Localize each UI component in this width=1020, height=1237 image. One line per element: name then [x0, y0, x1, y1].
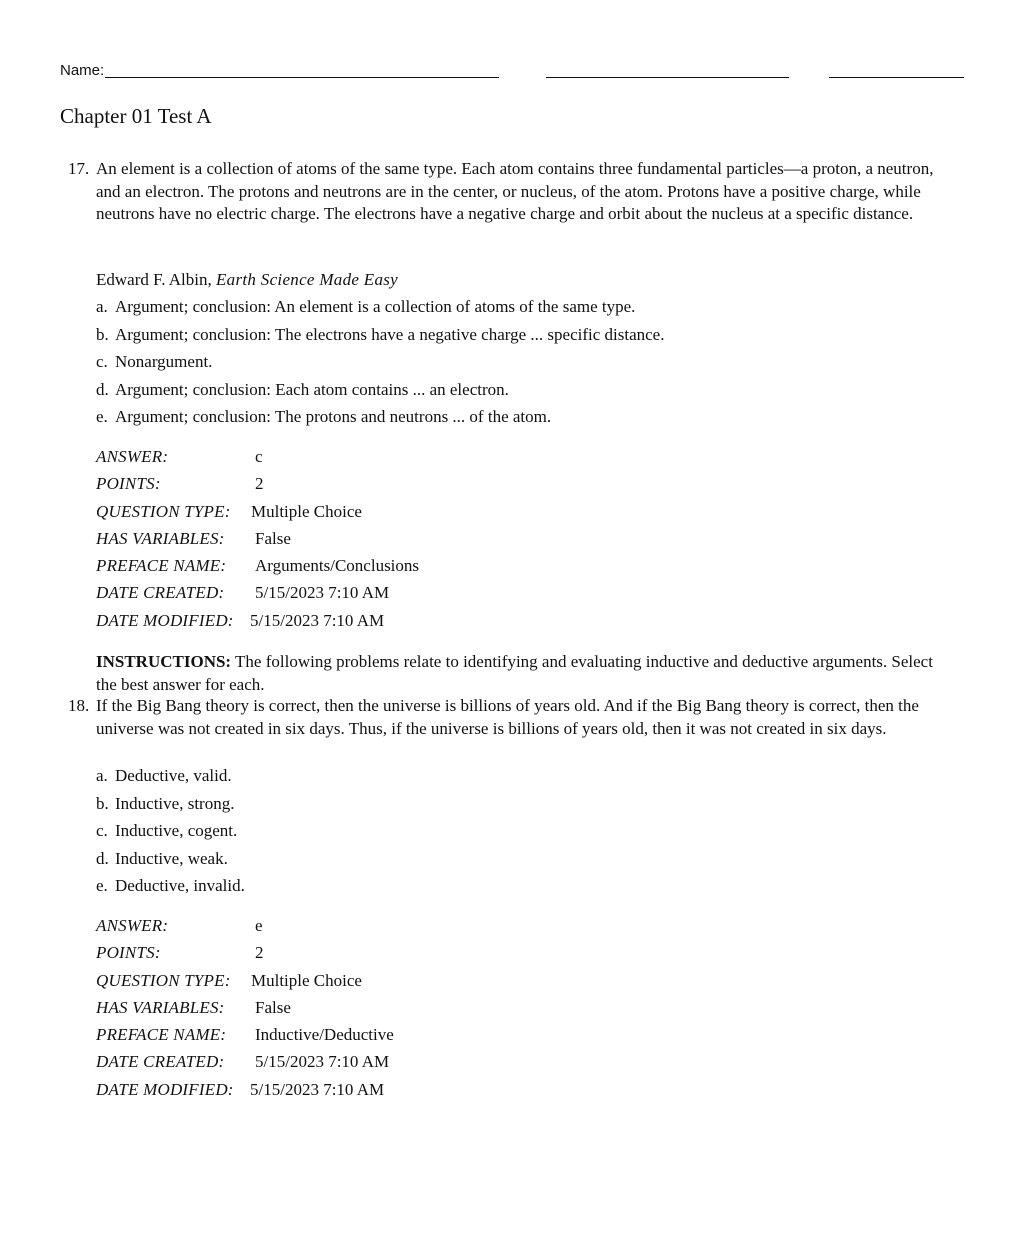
choice-text: Argument; conclusion: Each atom contains ... an electron.: [115, 379, 509, 399]
meta-key: DATE CREATED:: [96, 583, 225, 603]
meta-key: DATE MODIFIED:: [96, 610, 234, 630]
question-18: [60, 695, 960, 740]
meta-value: 5/15/2023 7:10 AM: [255, 1052, 390, 1072]
choice-d: [96, 379, 664, 407]
name-label: Name:: [60, 62, 105, 79]
meta-key: POINTS:: [96, 474, 161, 494]
question-stem: An element is a collection of atoms of the same type. Each atom contains three fundamental particles—a proton, a neutron, and an electron. The protons and neutrons are in the center, or nucleus, of the atom. Protons have a positive charge, while neutrons have no electric charge. The electrons have a negative charge and orbit about the nucleus at a specific distance.: [96, 159, 934, 223]
choice-text: Inductive, weak.: [115, 848, 228, 868]
choice-text: Deductive, invalid.: [115, 876, 245, 896]
instructions-text: The following problems relate to identifying and evaluating inductive and deductive arguments. Select the best answer for each.: [96, 652, 933, 694]
meta-value: Inductive/Deductive: [255, 1025, 394, 1045]
meta-value: e: [255, 916, 263, 935]
meta-value: c: [255, 447, 263, 466]
meta-key: HAS VARIABLES:: [96, 528, 225, 548]
source-author: Edward F. Albin,: [96, 270, 212, 289]
meta-points: [96, 942, 394, 969]
meta-date-created: [96, 1051, 394, 1078]
meta-has-variables: [96, 528, 419, 555]
choice-b: [96, 324, 664, 352]
choice-letter: e.: [96, 876, 108, 896]
meta-key: QUESTION TYPE:: [96, 501, 231, 521]
choice-a: [96, 296, 664, 324]
choice-letter: b.: [96, 793, 109, 813]
blank-line-3: [829, 77, 964, 78]
meta-value: Arguments/Conclusions: [255, 556, 420, 576]
meta-value: False: [255, 528, 291, 548]
meta-answer: [96, 915, 394, 942]
meta-value: 5/15/2023 7:10 AM: [255, 583, 390, 603]
meta-value: Multiple Choice: [251, 970, 362, 990]
meta-value: 5/15/2023 7:10 AM: [250, 1079, 385, 1099]
choice-letter: a.: [96, 766, 108, 785]
choice-text: Inductive, strong.: [115, 793, 235, 813]
meta-has-variables: [96, 997, 394, 1024]
meta-value: 5/15/2023 7:10 AM: [250, 610, 385, 630]
choice-e: [96, 875, 245, 903]
choice-text: Argument; conclusion: The protons and neutrons ... of the atom.: [115, 407, 552, 427]
question-17: [60, 158, 960, 226]
meta-key: QUESTION TYPE:: [96, 970, 231, 990]
choice-letter: c.: [96, 352, 108, 372]
question-number: 17.: [68, 159, 90, 178]
meta-answer: [96, 446, 419, 473]
choice-c: [96, 351, 664, 379]
choice-letter: d.: [96, 379, 109, 399]
meta-date-modified: [96, 1079, 394, 1106]
meta-18: [96, 915, 394, 1106]
instructions: [96, 651, 956, 696]
meta-value: Multiple Choice: [251, 501, 362, 521]
choice-b: [96, 793, 245, 821]
question-source: [96, 270, 398, 290]
choice-letter: d.: [96, 848, 109, 868]
question-stem: If the Big Bang theory is correct, then the universe is billions of years old. And if the Big Bang theory is correct, then the universe was not created in six days. Thus, if the universe is billions of years old, then it was not created in six days.: [96, 696, 919, 738]
meta-key: DATE MODIFIED:: [96, 1079, 234, 1099]
choice-letter: a.: [96, 297, 108, 316]
meta-question-type: [96, 501, 419, 528]
choice-text: Nonargument.: [115, 352, 213, 372]
source-book: Earth Science Made Easy: [216, 270, 399, 289]
choice-text: Inductive, cogent.: [115, 821, 238, 841]
choice-text: Argument; conclusion: An element is a collection of atoms of the same type.: [115, 297, 636, 316]
choices-18: [96, 765, 245, 903]
meta-key: HAS VARIABLES:: [96, 997, 225, 1017]
choice-letter: b.: [96, 324, 109, 344]
choices-17: [96, 296, 664, 434]
meta-value: False: [255, 997, 291, 1017]
choice-text: Deductive, valid.: [115, 766, 232, 785]
meta-key: PREFACE NAME:: [96, 556, 227, 576]
choice-d: [96, 848, 245, 876]
meta-value: 2: [255, 943, 264, 963]
meta-preface-name: [96, 1024, 394, 1051]
choice-letter: e.: [96, 407, 108, 427]
meta-key: POINTS:: [96, 943, 161, 963]
choice-letter: c.: [96, 821, 108, 841]
meta-17: [96, 446, 419, 637]
meta-key: DATE CREATED:: [96, 1052, 225, 1072]
meta-key: ANSWER:: [96, 447, 169, 466]
meta-date-created: [96, 582, 419, 609]
meta-key: ANSWER:: [96, 916, 169, 935]
choice-text: Argument; conclusion: The electrons have a negative charge ... specific distance.: [115, 324, 665, 344]
question-number: 18.: [68, 696, 90, 715]
meta-preface-name: [96, 555, 419, 582]
instructions-label: INSTRUCTIONS:: [96, 652, 232, 671]
page-title: Chapter 01 Test A: [60, 104, 212, 128]
meta-date-modified: [96, 610, 419, 637]
meta-key: PREFACE NAME:: [96, 1025, 227, 1045]
choice-c: [96, 820, 245, 848]
meta-points: [96, 473, 419, 500]
choice-e: [96, 406, 664, 434]
choice-a: [96, 765, 245, 793]
name-row: [60, 60, 965, 80]
meta-question-type: [96, 970, 394, 997]
meta-value: 2: [255, 474, 264, 494]
blank-line-2: [546, 77, 789, 78]
name-line: [105, 77, 499, 78]
